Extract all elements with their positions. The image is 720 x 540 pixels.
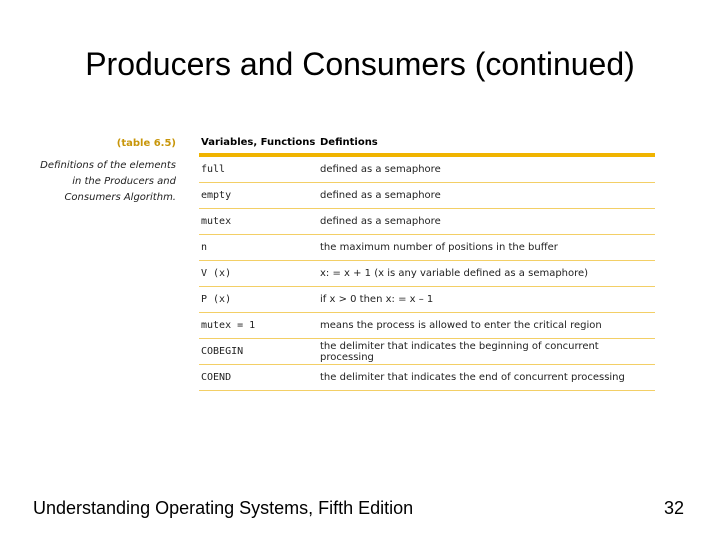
definition-cell: defined as a semaphore — [318, 155, 655, 183]
header-definitions: Defintions — [318, 134, 655, 155]
page-number: 32 — [663, 498, 684, 518]
variable-cell: empty — [199, 183, 318, 209]
definition-cell: x: = x + 1 (x is any variable defined as a semaphore) — [318, 261, 655, 287]
definition-cell: defined as a semaphore — [318, 183, 655, 209]
footer-text: Understanding Operating Systems, Fifth Edition — [33, 498, 414, 518]
table-row — [199, 183, 655, 209]
variable-cell: mutex — [199, 209, 318, 235]
table-row — [199, 365, 655, 391]
header-variables: Variables, Functions — [199, 134, 318, 155]
variable-cell: COEND — [199, 365, 318, 391]
definition-cell: the delimiter that indicates the beginning of concurrent processing — [318, 339, 655, 365]
definition-cell: the delimiter that indicates the end of concurrent processing — [318, 365, 655, 391]
definition-cell: defined as a semaphore — [318, 209, 655, 235]
table-caption — [30, 136, 176, 206]
table-row — [199, 235, 655, 261]
table-row — [199, 155, 655, 183]
variable-cell: P (x) — [199, 287, 318, 313]
table-number: (table 6.5) — [116, 138, 176, 149]
table-row — [199, 287, 655, 313]
definitions-table — [199, 134, 655, 391]
variable-cell: COBEGIN — [199, 339, 318, 365]
table-row — [199, 209, 655, 235]
table-row — [199, 339, 655, 365]
definition-cell: the maximum number of positions in the buffer — [318, 235, 655, 261]
variable-cell: full — [199, 155, 318, 183]
table-row — [199, 313, 655, 339]
variable-cell: mutex = 1 — [199, 313, 318, 339]
table-header-row — [199, 134, 655, 155]
variable-cell: n — [199, 235, 318, 261]
table-row — [199, 261, 655, 287]
definition-cell: means the process is allowed to enter the critical region — [318, 313, 655, 339]
slide-title: Producers and Consumers (continued) — [85, 46, 635, 82]
variable-cell: V (x) — [199, 261, 318, 287]
definition-cell: if x > 0 then x: = x – 1 — [318, 287, 655, 313]
caption-text: Definitions of the elements in the Producers and Consumers Algorithm. — [40, 160, 176, 203]
